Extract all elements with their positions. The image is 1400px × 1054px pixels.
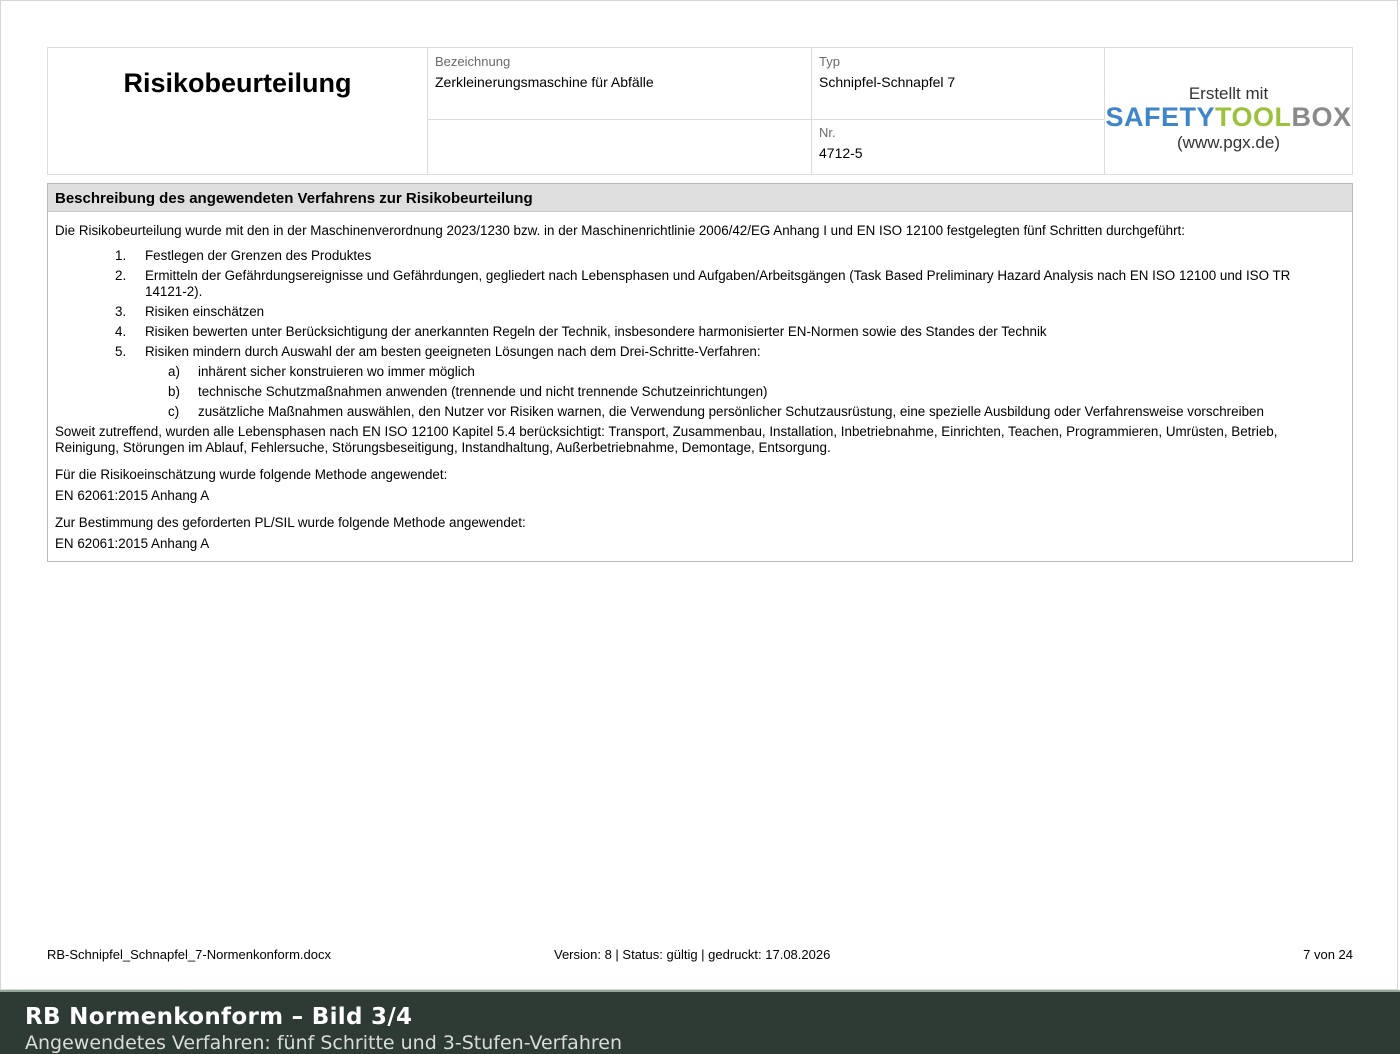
footer-page-number: 7 von 24 xyxy=(1303,947,1353,962)
list-item xyxy=(82,364,1334,380)
nr-value: 4712-5 xyxy=(819,145,863,161)
method-label: Für die Risikoeinschätzung wurde folgende Methode angewendet: xyxy=(55,467,448,482)
step-number: 1. xyxy=(115,248,127,263)
step-text: Risiken einschätzen xyxy=(145,304,265,319)
typ-value: Schnipfel-Schnapfel 7 xyxy=(819,74,956,90)
list-item xyxy=(82,404,1334,420)
typ-cell xyxy=(812,48,1105,174)
list-item xyxy=(55,248,1344,264)
steps-list xyxy=(55,248,1344,420)
substep-letter: b) xyxy=(168,384,180,399)
step-text: Ermitteln der Gefährdungsereignisse und Gefährdungen, gegliedert nach Lebensphasen und Aufgaben/Arbeitsgängen (Task Based Preliminary Hazard Analysis nach EN ISO 12100 und ISO TR 14121-2). xyxy=(145,268,1291,299)
logo-brand-box: BOX xyxy=(1291,102,1352,132)
step-text: Risiken bewerten unter Berücksichtigung der anerkannten Regeln der Technik, insbesondere harmonisierter EN-Normen sowie des Standes der Technik xyxy=(145,324,1047,339)
section-body xyxy=(48,212,1352,552)
bezeichnung-label: Bezeichnung xyxy=(435,54,511,69)
logo-created-with: Erstellt mit xyxy=(1188,84,1269,103)
list-item xyxy=(55,324,1344,340)
step-number: 5. xyxy=(115,344,127,359)
list-item xyxy=(82,384,1334,400)
list-item xyxy=(55,344,1344,420)
list-item xyxy=(55,304,1344,320)
lifecycle-paragraph: Soweit zutreffend, wurden alle Lebensphasen nach EN ISO 12100 Kapitel 5.4 berücksichtigt: Transport, Zusammenbau, Installation, Inbetriebnahme, Einrichten, Teachen, Programmieren, Umrüsten, Betrieb, Reinigung, Störungen im Ablauf, Fehlersuche, Störungsbeseitigung, Instandhaltung, Außerbetriebnahme, Demontage, Entsorgung. xyxy=(55,424,1278,455)
document-title: Risikobeurteilung xyxy=(123,68,352,98)
step-number: 2. xyxy=(115,268,127,283)
substep-text: inhärent sicher konstruieren wo immer möglich xyxy=(198,364,475,379)
caption-subtitle: Angewendetes Verfahren: fünf Schritte und 3-Stufen-Verfahren xyxy=(25,1032,622,1054)
caption-bar xyxy=(0,990,1400,1054)
document-header-table xyxy=(47,47,1353,175)
bezeichnung-field xyxy=(428,48,811,120)
substep-text: technische Schutzmaßnahmen anwenden (trennende und nicht trennende Schutzeinrichtungen) xyxy=(198,384,768,399)
substeps-list xyxy=(142,364,1334,420)
method-value: EN 62061:2015 Anhang A xyxy=(55,488,210,503)
substep-letter: c) xyxy=(168,404,180,419)
list-item xyxy=(55,268,1344,300)
caption-title: RB Normenkonform – Bild 3/4 xyxy=(25,1004,413,1030)
footer-filename: RB-Schnipfel_Schnapfel_7-Normenkonform.docx xyxy=(47,947,331,962)
logo-url: (www.pgx.de) xyxy=(1177,133,1280,152)
typ-field xyxy=(812,48,1104,120)
bezeichnung-cell xyxy=(428,48,812,174)
typ-label: Typ xyxy=(819,54,840,69)
safetytoolbox-logo xyxy=(1105,48,1352,174)
step-text: Risiken mindern durch Auswahl der am besten geeigneten Lösungen nach dem Drei-Schritte-Verfahren: xyxy=(145,344,761,359)
step-text: Festlegen der Grenzen des Produktes xyxy=(145,248,372,263)
plsil-value: EN 62061:2015 Anhang A xyxy=(55,536,210,551)
intro-paragraph: Die Risikobeurteilung wurde mit den in der Maschinenverordnung 2023/1230 bzw. in der Maschinenrichtlinie 2006/42/EG Anhang I und EN ISO 12100 festgelegten fünf Schritten durchgeführt: xyxy=(55,223,1185,238)
step-number: 3. xyxy=(115,304,127,319)
nr-label: Nr. xyxy=(819,125,836,140)
substep-text: zusätzliche Maßnahmen auswählen, den Nutzer vor Risiken warnen, die Verwendung persönlicher Schutzausrüstung, eine spezielle Ausbildung oder Verfahrensweise vorschreiben xyxy=(198,404,1264,419)
procedure-section xyxy=(47,183,1353,562)
logo-brand-safety: SAFETY xyxy=(1105,102,1215,132)
section-heading: Beschreibung des angewendeten Verfahrens zur Risikobeurteilung xyxy=(48,184,1352,212)
footer-version: Version: 8 | Status: gültig | gedruckt: 17.08.2026 xyxy=(554,947,831,962)
step-number: 4. xyxy=(115,324,127,339)
logo-brand xyxy=(1105,102,1352,133)
logo-brand-tool: TOOL xyxy=(1214,102,1292,132)
substep-letter: a) xyxy=(168,364,180,379)
title-cell xyxy=(48,48,428,174)
plsil-label: Zur Bestimmung des geforderten PL/SIL wurde folgende Methode angewendet: xyxy=(55,515,526,530)
bezeichnung-value: Zerkleinerungsmaschine für Abfälle xyxy=(435,74,654,90)
